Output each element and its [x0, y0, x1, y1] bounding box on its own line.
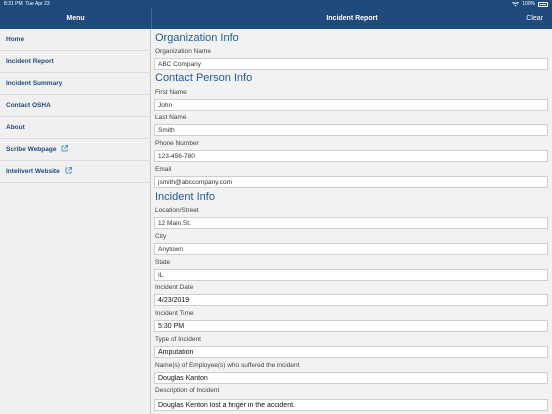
- first-name-label: First Name: [155, 89, 187, 96]
- status-date: Tue Apr 23: [25, 1, 50, 7]
- state-label: State: [155, 259, 171, 266]
- clear-button[interactable]: Clear: [526, 15, 543, 22]
- external-link-icon: [65, 167, 72, 174]
- organization-name-field[interactable]: [154, 58, 548, 70]
- sidebar-item-intelivert-website[interactable]: [0, 161, 151, 183]
- last-name-label: Last Name: [155, 114, 187, 121]
- status-right: [512, 0, 548, 8]
- city-field[interactable]: [154, 243, 548, 255]
- location-street-label: Location/Street: [155, 207, 199, 214]
- wifi-icon: [512, 2, 519, 7]
- email-field[interactable]: [154, 176, 548, 188]
- battery-percentage: 100%: [522, 1, 535, 7]
- employees-field[interactable]: [154, 372, 548, 384]
- employees-label: Name(s) of Employee(s) who suffered the incident: [155, 362, 300, 369]
- sidebar-item-incident-summary[interactable]: [0, 73, 151, 95]
- sidebar-item-contact-osha[interactable]: [0, 95, 151, 117]
- email-label: Email: [155, 166, 172, 173]
- sidebar-item-about[interactable]: [0, 117, 151, 139]
- phone-number-label: Phone Number: [155, 140, 199, 147]
- page-title: Incident Report: [326, 15, 378, 22]
- type-of-incident-field[interactable]: [154, 346, 548, 358]
- description-field[interactable]: [154, 399, 548, 411]
- sidebar-item-label: Scribe Webpage: [6, 146, 57, 153]
- state-field[interactable]: [154, 269, 548, 281]
- menu-title: Menu: [66, 15, 85, 22]
- incident-date-field[interactable]: [154, 294, 548, 306]
- organization-name-label: Organization Name: [155, 48, 211, 55]
- sidebar-item-label: Incident Summary: [6, 80, 63, 87]
- external-link-icon: [61, 145, 68, 152]
- status-bar: [0, 0, 552, 8]
- incident-date-label: Incident Date: [155, 284, 194, 291]
- incident-time-label: Incident Time: [155, 310, 194, 317]
- sidebar-item-label: Home: [6, 36, 25, 43]
- city-label: City: [155, 233, 167, 240]
- sidebar-item-label: Intelivert Website: [6, 168, 60, 175]
- sidebar-item-home[interactable]: [0, 29, 151, 51]
- sidebar-item-label: About: [6, 124, 25, 131]
- description-label: Description of Incident: [155, 387, 220, 394]
- incident-time-field[interactable]: [154, 320, 548, 332]
- status-time: 8:31 PM: [4, 1, 23, 7]
- last-name-field[interactable]: [154, 124, 548, 136]
- first-name-field[interactable]: [154, 99, 548, 111]
- battery-icon: [538, 2, 548, 7]
- location-street-field[interactable]: [154, 217, 548, 229]
- incident-report-form: [152, 29, 552, 414]
- phone-number-field[interactable]: [154, 150, 548, 162]
- sidebar-item-label: Incident Report: [6, 58, 54, 65]
- status-time-date: [4, 0, 50, 8]
- contact-person-info-heading: Contact Person Info: [155, 72, 253, 84]
- navigation-bar: [0, 8, 552, 29]
- organization-info-heading: Organization Info: [155, 32, 239, 44]
- sidebar-item-scribe-webpage[interactable]: [0, 139, 151, 161]
- sidebar-item-incident-report[interactable]: [0, 51, 151, 73]
- sidebar-item-label: Contact OSHA: [6, 102, 51, 109]
- type-of-incident-label: Type of Incident: [155, 336, 201, 343]
- sidebar: [0, 29, 151, 414]
- incident-info-heading: Incident Info: [155, 191, 215, 203]
